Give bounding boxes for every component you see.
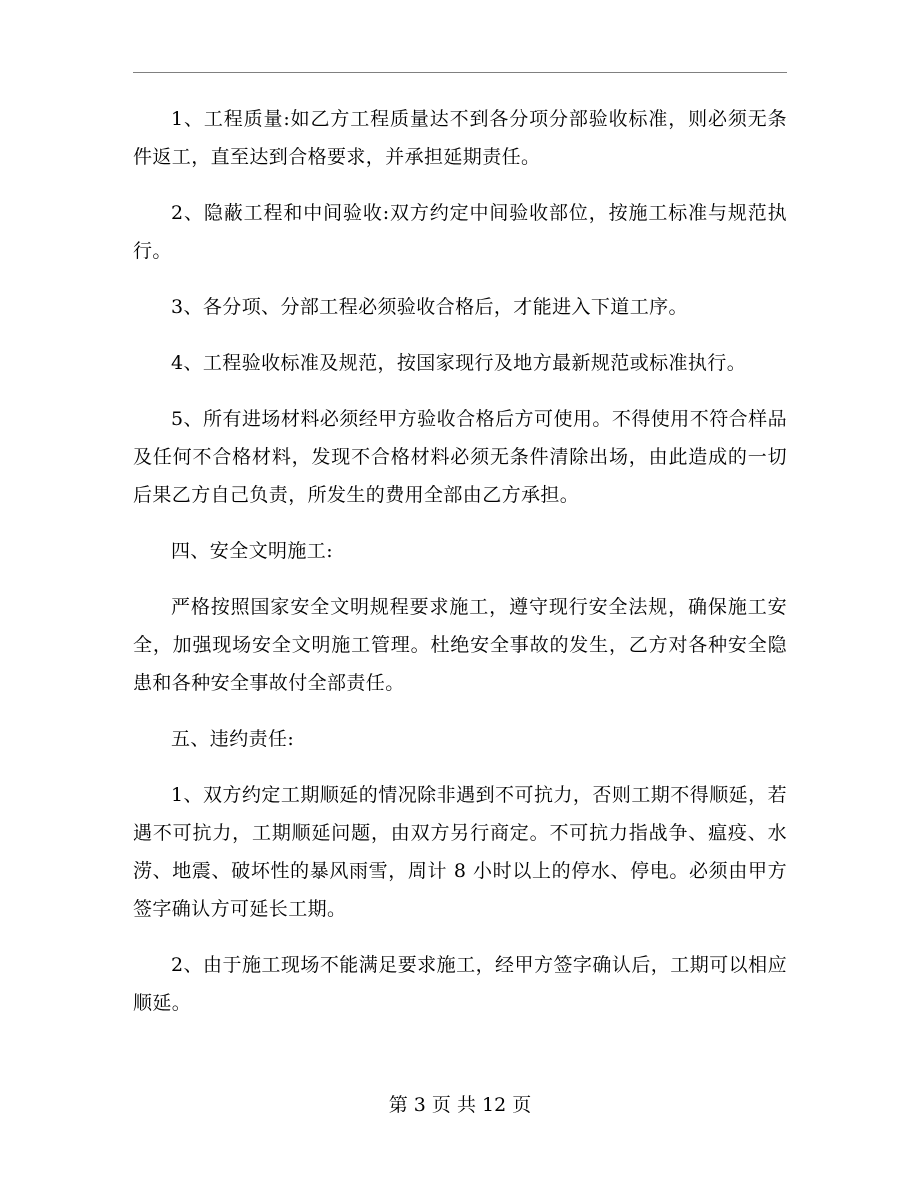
clause-sub-items: 3、各分项、分部工程必须验收合格后，才能进入下道工序。 [171, 296, 688, 318]
clause-force-majeure: 1、双方约定工期顺延的情况除非遇到不可抗力，否则工期不得顺延，若遇不可抗力，工期顺延问题，由双方另行商定。不可抗力指战争、瘟疫、水涝、地震、破坏性的暴风雨雪，周计 8 小时以上的停水、停电。必须由甲方签字确认方可延长工期。 [133, 784, 787, 920]
clause-site-delay: 2、由于施工现场不能满足要求施工，经甲方签字确认后，工期可以相应顺延。 [133, 954, 787, 1014]
clause-concealed-works: 2、隐蔽工程和中间验收:双方约定中间验收部位，按施工标准与规范执行。 [133, 202, 787, 262]
section-heading-liability: 五、违约责任: [171, 728, 295, 750]
section-heading-safety: 四、安全文明施工: [171, 540, 334, 562]
clause-acceptance-standards: 4、工程验收标准及规范，按国家现行及地方最新规范或标准执行。 [171, 352, 747, 374]
clause-materials: 5、所有进场材料必须经甲方验收合格后方可使用。不得使用不符合样品及任何不合格材料，发现不合格材料必须无条件清除出场，由此造成的一切后果乙方自己负责，所发生的费用全部由乙方承担。 [133, 408, 787, 506]
clause-safety: 严格按照国家安全文明规程要求施工，遵守现行安全法规，确保施工安全，加强现场安全文明施工管理。杜绝安全事故的发生，乙方对各种安全隐患和各种安全事故付全部责任。 [133, 596, 787, 694]
page-number: 第 3 页 共 12 页 [388, 1094, 532, 1116]
document-body [133, 100, 787, 1040]
clause-quality: 1、工程质量:如乙方工程质量达不到各分项分部验收标准，则必须无条件返工，直至达到合格要求，并承担延期责任。 [133, 108, 787, 168]
header-rule [133, 72, 787, 73]
